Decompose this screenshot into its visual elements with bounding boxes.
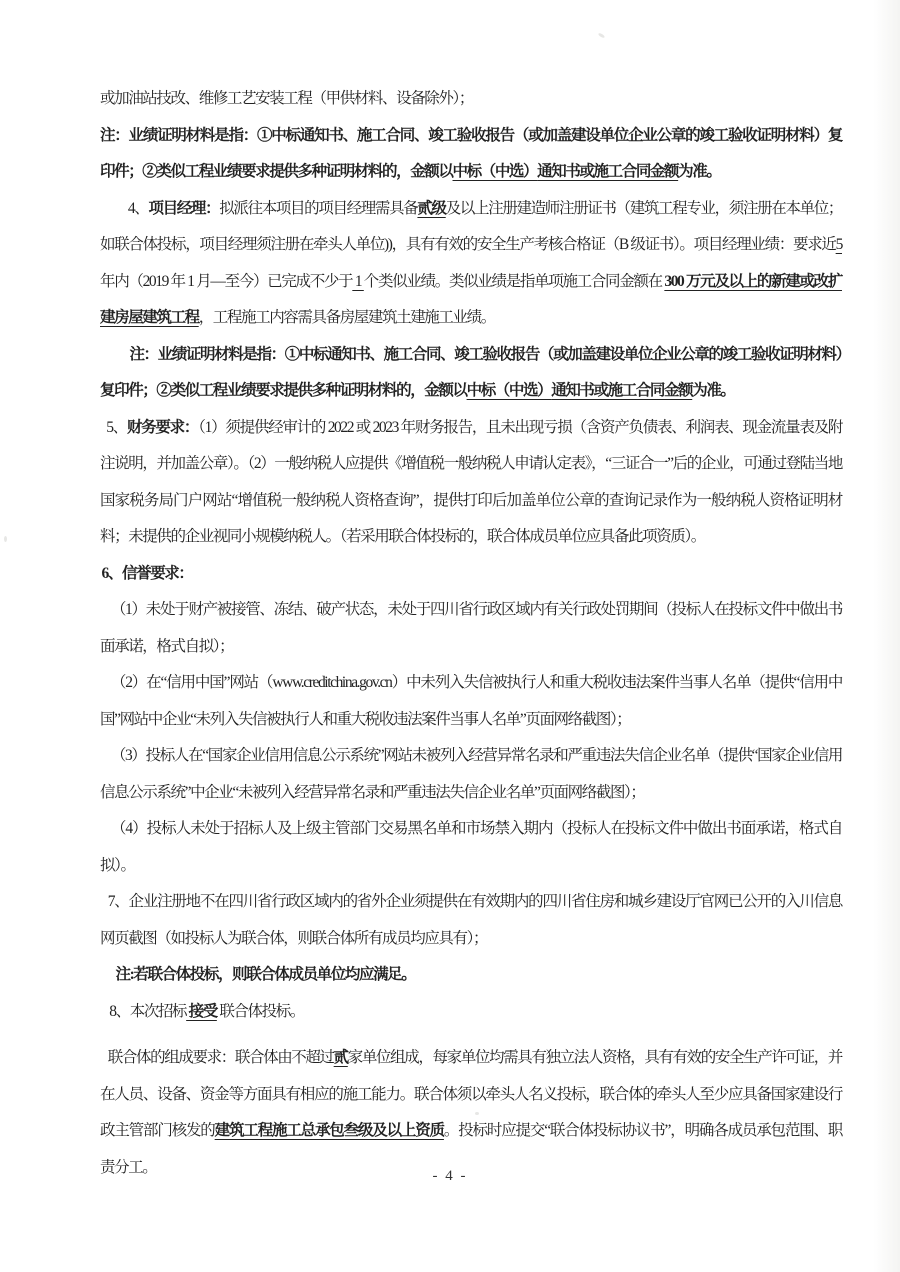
paragraph-14 (100, 1040, 842, 1186)
text-segment: 注：业绩证明材料是指：①中标通知书、施工合同、竣工验收报告（或加盖建设单位企业公章的竣工验收证明材料）复印件；②类似工程业绩要求提供多种证明材料的，金额以 (100, 345, 842, 399)
paragraph-4 (100, 337, 842, 410)
paragraph-2 (100, 118, 842, 191)
text-segment: 或加油站技改、维修工艺安装工程（甲供材料、设备除外）； (100, 90, 473, 107)
text-segment: 为准。 (678, 163, 721, 180)
text-segment: 家单位组成，每家单位均需具有独立法人资格，具有有效的安全生产许可证，并在人员、设备、资金等方面具有相应的施工能力。联合体须以牵头人名义投标，联合体的牵头人至少应具备国家建设行政主管部门核发的 (100, 1049, 842, 1139)
emphasis-text: 贰级 (417, 199, 446, 217)
text-segment: 7、企业注册地不在四川省行政区域内的省外企业须提供在有效期内的四川省住房和城乡建设厅官网已公开的入川信息网页截图（如投标人为联合体，则联合体所有成员均应具有）； (100, 893, 842, 947)
text-segment: 为准。 (692, 382, 735, 399)
document-body (100, 81, 842, 1186)
text-segment: 及以上注册建造师注册证书（建筑工程专业，须注册在本单位；如联合体投标，项目经理须注册在牵头人单位))，具有有效的安全生产考核合格证（B 级证书）。项目经理业绩：要求近 (100, 199, 842, 253)
text-segment: 5、 (106, 418, 127, 436)
emphasis-text: 项目经理： (148, 199, 220, 217)
paragraph-3 (100, 191, 842, 337)
text-segment: 年内（2019 年 1 月—至今）已完成不少于 (100, 272, 353, 290)
emphasis-text: 1 (352, 272, 364, 290)
paragraph-11 (100, 884, 842, 957)
emphasis-text: 财务要求： (126, 418, 199, 436)
paragraph-10 (100, 811, 842, 884)
text-segment: 。投标时应提交“联合体投标协议书”，明确各成员承包范围、职责分工。 (100, 1122, 842, 1176)
text-segment: （1）未处于财产被接管、冻结、破产状态，未处于四川省行政区域内有关行政处罚期间（投标人在投标文件中做出书面承诺，格式自拟）； (100, 601, 842, 655)
text-segment: 注：业绩证明材料是指：①中标通知书、施工合同、竣工验收报告（或加盖建设单位企业公章的竣工验收证明材料）复印件；②类似工程业绩要求提供多种证明材料的，金额以 (100, 126, 842, 180)
emphasis-text: 5 (835, 236, 842, 253)
text-segment: 8、本次招标 (109, 1002, 187, 1020)
text-segment: 注:若联合体投标，则联合体成员单位均应满足。 (115, 966, 416, 983)
paragraph-5 (100, 410, 842, 556)
text-segment: 4、 (127, 199, 149, 217)
scan-artifact (4, 536, 7, 542)
text-segment: 联合体的组成要求：联合体由不超过 (107, 1049, 334, 1066)
emphasis-text: 中标（中选） (452, 163, 538, 180)
text-segment: 拟派往本项目的项目经理需具备 (219, 199, 418, 217)
text-segment: 6、信誉要求： (101, 564, 193, 582)
text-segment: 个类似业绩。类似业绩是指单项施工合同金额在 (363, 272, 665, 290)
text-segment: ，工程施工内容需具备房屋建筑土建施工业绩。 (198, 309, 495, 326)
paragraph-8 (100, 665, 842, 738)
paragraph-1 (100, 81, 842, 118)
emphasis-text: 300 万元及以上的新建或改扩建房屋建筑工程 (100, 272, 842, 326)
paragraph-9 (100, 738, 842, 811)
emphasis-text: 建筑工程施工总承包叁级及以上资质 (214, 1122, 444, 1139)
paragraph-13 (100, 994, 842, 1031)
emphasis-text: 通知书或施工合同金额 (551, 382, 693, 399)
text-segment: （3）投标人在“国家企业信用信息公示系统”网站未被列入经营异常名录和严重违法失信企业名单（提供“国家企业信用信息公示系统”中企业“未被列入经营异常名录和严重违法失信企业名单”页面网络截图）； (100, 747, 842, 801)
emphasis-text: 贰 (333, 1049, 348, 1066)
text-segment: （4）投标人未处于招标人及上级主管部门交易黑名单和市场禁入期内（投标人在投标文件中做出书面承诺，格式自拟）。 (100, 820, 842, 874)
text-segment: （1）须提供经审计的 2022 或 2023 年财务报告，且未出现亏损（含资产负债表、利润表、现金流量表及附注说明，并加盖公章）。（2）一般纳税人应提供《增值税一般纳税人申请认定表》，“三证合一”后的企业，可通过登陆当地国家税务局门户网站“增值税一般纳税人资格查询”，提供打印后加盖单位公章的查询记录作为一般纳税人资格证明材料；未提供的企业视同小规模纳税人。（若采用联合体投标的，联合体成员单位应具备此项资质）。 (100, 418, 842, 545)
text-segment: 联合体投标。 (216, 1002, 304, 1020)
emphasis-text: 接受 (186, 1002, 217, 1020)
paragraph-12 (100, 957, 842, 994)
scan-artifact (598, 32, 606, 38)
emphasis-text: 通知书或施工合同金额 (537, 163, 679, 180)
paragraph-7 (100, 592, 842, 665)
paragraph-6 (100, 556, 842, 593)
emphasis-text: 中标（中选） (466, 382, 552, 399)
page-number: - 4 - (432, 1168, 468, 1184)
text-segment: （2）在“信用中国”网站（www.creditchina.gov.cn）中未列入失信被执行人和重大税收违法案件当事人名单（提供“信用中国”网站中企业“未列入失信被执行人和重大税收违法案件当事人名单”页面网络截图）； (100, 674, 842, 728)
